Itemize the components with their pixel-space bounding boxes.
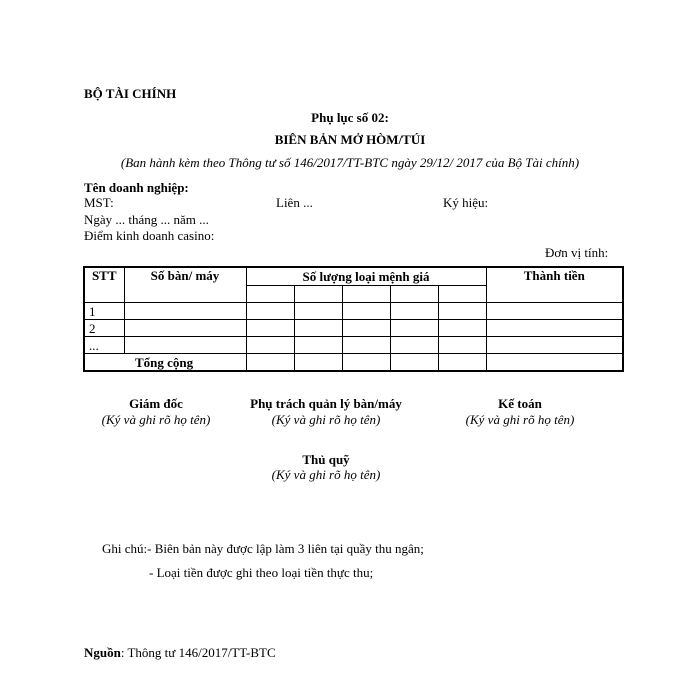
document-title: BIÊN BẢN MỞ HÒM/TÚI <box>274 132 426 147</box>
table-row <box>84 337 623 354</box>
total-row <box>84 354 623 372</box>
casino-label: Điểm kinh doanh casino: <box>84 228 215 243</box>
row-stt: 1 <box>84 303 124 320</box>
source-line <box>84 645 276 661</box>
header-table-machine: Số bàn/ máy <box>124 267 246 303</box>
note-line-2: - Loại tiền được ghi theo loại tiền thực thu; <box>149 565 374 580</box>
denomination-cell <box>438 286 486 303</box>
row-stt: 2 <box>84 320 124 337</box>
treasurer-sign-note: (Ký và ghi rõ họ tên) <box>271 467 381 482</box>
table-row <box>84 303 623 320</box>
unit-label: Đơn vị tính: <box>545 245 609 260</box>
denomination-cell <box>390 286 438 303</box>
table-row <box>84 320 623 337</box>
denomination-cell <box>294 286 342 303</box>
source-label: Nguồn <box>84 645 121 660</box>
director-title: Giám đốc <box>129 396 183 411</box>
header-denomination: Số lượng loại mệnh giá <box>246 267 486 286</box>
denomination-cell <box>246 286 294 303</box>
copy-label: Liên ... <box>276 195 313 210</box>
manager-sign-note: (Ký và ghi rõ họ tên) <box>271 412 381 427</box>
accountant-sign-note: (Ký và ghi rõ họ tên) <box>465 412 575 427</box>
row-stt: ... <box>84 337 124 354</box>
manager-title: Phụ trách quản lý bàn/máy <box>250 396 402 411</box>
symbol-label: Ký hiệu: <box>443 195 489 210</box>
casino-box-table <box>83 266 624 372</box>
accountant-title: Kế toán <box>498 396 542 411</box>
appendix-label: Phụ lục số 02: <box>311 110 389 125</box>
date-label: Ngày ... tháng ... năm ... <box>84 212 209 227</box>
header-amount: Thành tiền <box>486 267 623 303</box>
denomination-cell <box>342 286 390 303</box>
header-stt: STT <box>84 267 124 303</box>
treasurer-title: Thủ quỹ <box>302 452 350 467</box>
note-line-1: Ghi chú:- Biên bản này được lập làm 3 liên tại quầy thu ngân; <box>102 541 424 556</box>
agency-name: BỘ TÀI CHÍNH <box>84 86 177 101</box>
tax-code-label: MST: <box>84 195 114 210</box>
company-label: Tên doanh nghiệp: <box>84 180 189 195</box>
issued-note: (Ban hành kèm theo Thông tư số 146/2017/TT-BTC ngày 29/12/ 2017 của Bộ Tài chính) <box>120 155 580 170</box>
source-text: : Thông tư 146/2017/TT-BTC <box>120 645 276 660</box>
total-label: Tổng cộng <box>84 354 246 372</box>
director-sign-note: (Ký và ghi rõ họ tên) <box>101 412 211 427</box>
